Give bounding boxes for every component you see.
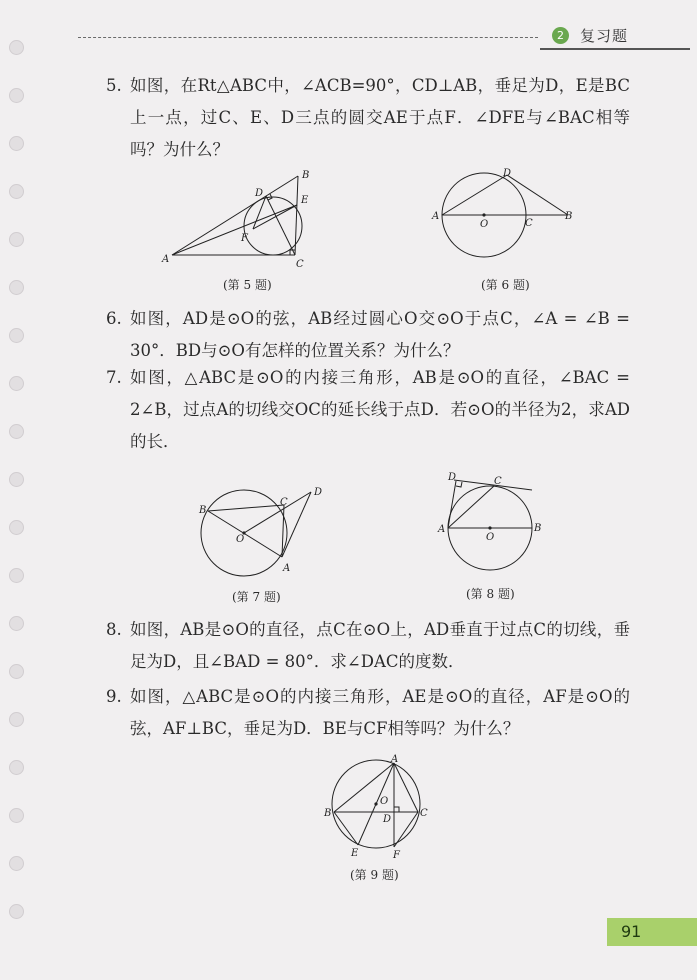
label-A: A (283, 563, 291, 574)
label-D: D (503, 168, 512, 179)
center-O (374, 802, 377, 805)
binder-hole (9, 520, 24, 535)
binder-hole (9, 136, 24, 151)
figure-8 (436, 468, 556, 578)
caption-figure-7: (第 7 题) (232, 590, 281, 604)
label-F: F (241, 233, 248, 244)
right-angle-D (394, 807, 399, 812)
page-number: 91 (621, 922, 642, 941)
binder-hole (9, 664, 24, 679)
circle-CED (244, 197, 302, 255)
line-tangent (454, 480, 532, 490)
header-dashed-rule (78, 37, 538, 38)
caption-figure-6: (第 6 题) (481, 278, 530, 292)
label-C: C (525, 218, 533, 229)
problem-8 (106, 614, 630, 678)
line-AC (448, 486, 494, 528)
chapter-badge: 2 (552, 27, 569, 44)
binder-hole (9, 856, 24, 871)
caption-figure-5: (第 5 题) (223, 278, 272, 292)
problem-9 (106, 681, 630, 745)
binder-hole (9, 568, 24, 583)
problem-number: 9. (106, 687, 122, 706)
binder-holes (0, 0, 34, 980)
line-CF (394, 812, 418, 847)
label-D: D (448, 472, 457, 483)
binder-hole (9, 40, 24, 55)
line-OD (244, 492, 311, 533)
label-C: C (494, 476, 502, 487)
problem-number: 5. (106, 76, 122, 95)
label-D: D (255, 188, 264, 199)
label-D: D (314, 487, 323, 498)
binder-hole (9, 232, 24, 247)
center-O (488, 526, 491, 529)
binder-hole (9, 712, 24, 727)
binder-hole (9, 472, 24, 487)
problem-6 (106, 303, 630, 367)
figure-6 (425, 160, 585, 265)
page-number-tab (607, 918, 697, 946)
caption-figure-9: (第 9 题) (350, 868, 399, 882)
line-AB (172, 176, 298, 255)
binder-hole (9, 904, 24, 919)
right-angle-D (456, 482, 462, 487)
label-A: A (391, 754, 399, 765)
binder-hole (9, 88, 24, 103)
line-DF (253, 196, 266, 229)
label-B: B (324, 808, 332, 819)
label-B: B (534, 523, 542, 534)
header-underline (540, 48, 690, 50)
label-A: A (438, 524, 446, 535)
problem-5 (106, 70, 630, 166)
problem-7 (106, 362, 630, 458)
label-O: O (380, 796, 389, 807)
binder-hole (9, 184, 24, 199)
figure-5 (160, 170, 330, 268)
binder-hole (9, 328, 24, 343)
figure-9 (318, 750, 438, 860)
line-AC (394, 763, 418, 812)
line-BC (208, 505, 284, 511)
label-B: B (199, 505, 207, 516)
line-DB (507, 175, 568, 215)
binder-hole (9, 760, 24, 775)
label-D: D (383, 814, 392, 825)
binder-hole (9, 280, 24, 295)
problem-number: 6. (106, 309, 122, 328)
binder-hole (9, 376, 24, 391)
binder-hole (9, 808, 24, 823)
binder-hole (9, 424, 24, 439)
binder-hole (9, 616, 24, 631)
figure-7 (190, 478, 340, 583)
label-A: A (432, 211, 440, 222)
chapter-header (540, 22, 695, 52)
problem-number: 8. (106, 620, 122, 639)
problem-number: 7. (106, 368, 122, 387)
line-FE (253, 205, 297, 229)
label-F: F (393, 850, 400, 860)
problem-text: 如图，△ABC是⊙O的内接三角形，AB是⊙O的直径，∠BAC = 2∠B，过点A的切线交OC的延长线于点D．若⊙O的半径为2，求AD的长． (130, 368, 630, 451)
problem-text: 如图，在Rt△ABC中，∠ACB=90°，CD⊥AB，垂足为D，E是BC上一点，过C、E、D三点的圆交AE于点F．∠DFE与∠BAC相等吗？为什么？ (130, 76, 630, 159)
label-C: C (420, 808, 428, 819)
line-AE (172, 205, 297, 255)
label-B: B (565, 211, 573, 222)
label-E: E (301, 195, 309, 206)
label-B: B (302, 170, 310, 181)
chapter-title: 复习题 (580, 27, 629, 45)
problem-text: 如图，△ABC是⊙O的内接三角形，AE是⊙O的直径，AF是⊙O的弦，AF⊥BC，垂足为D．BE与CF相等吗？为什么？ (130, 687, 630, 738)
label-O: O (480, 219, 489, 230)
center-O (482, 213, 485, 216)
label-O: O (236, 534, 245, 545)
label-O: O (486, 532, 495, 543)
problem-text: 如图，AB是⊙O的直径，点C在⊙O上，AD垂直于过点C的切线，垂足为D，且∠BAD = 80°．求∠DAC的度数． (130, 620, 630, 671)
caption-figure-8: (第 8 题) (466, 587, 515, 601)
line-AD (442, 175, 507, 215)
label-A: A (162, 254, 170, 265)
label-E: E (351, 848, 359, 859)
problem-text: 如图，AD是⊙O的弦，AB经过圆心O交⊙O于点C，∠A = ∠B = 30°．BD与⊙O有怎样的位置关系？为什么？ (130, 309, 630, 360)
label-C: C (296, 259, 304, 268)
line-CD (266, 196, 295, 255)
label-C: C (280, 497, 288, 508)
line-BE (334, 812, 358, 845)
